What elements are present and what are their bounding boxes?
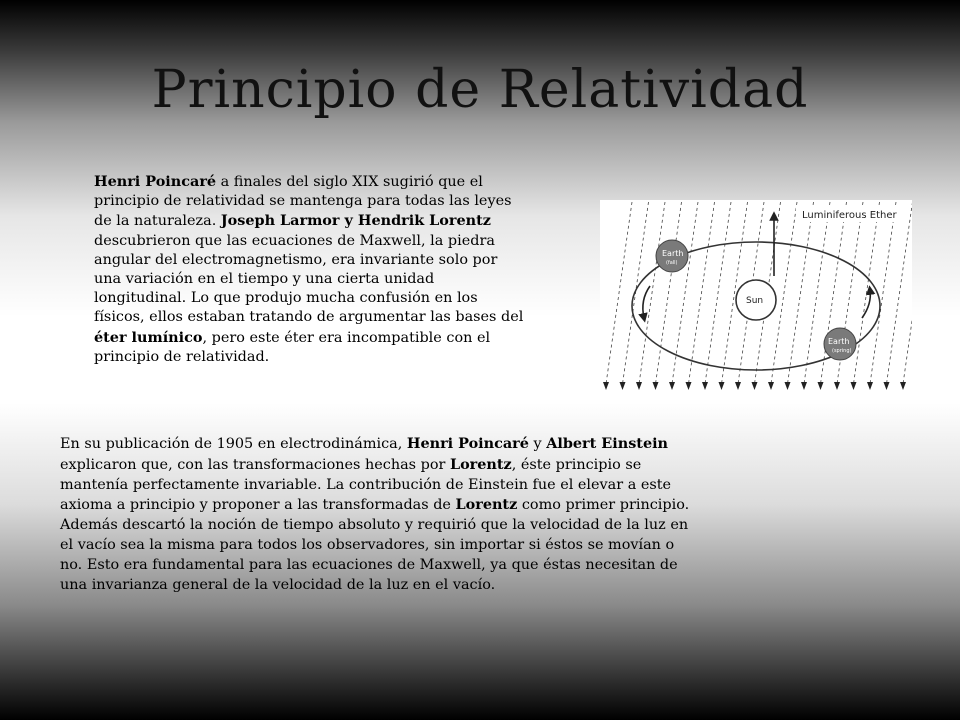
ether-flow-arrowhead (768, 382, 774, 390)
ether-flow-line (870, 202, 896, 384)
ether-flow-line (788, 202, 814, 384)
earth-spring-season: (spring) (832, 348, 852, 354)
ether-label: Luminiferous Ether (802, 210, 897, 221)
orbit-arrow-right (862, 290, 870, 318)
ether-flow-arrowhead (636, 382, 642, 390)
text-run: , éste principio se mantenía perfectamente invariable. La contribución de Einstein fue el elevar a este axioma a principio y proponer a las transformadas de (60, 456, 672, 514)
ether-flow-line (639, 202, 665, 384)
bold-text-run: Lorentz (449, 455, 512, 473)
text-run: En su publicación de 1905 en electrodinámica, (60, 436, 407, 452)
ether-flow-arrowhead (834, 382, 840, 390)
ether-flow-line (656, 202, 682, 384)
ether-flow-arrowhead (735, 382, 741, 390)
ether-flow-arrowhead (669, 382, 675, 390)
ether-flow-arrowhead (686, 382, 692, 390)
ether-diagram-svg (600, 200, 912, 394)
sun-label: Sun (746, 296, 764, 306)
ether-flow-arrowhead (900, 382, 906, 390)
ether-flow-line (672, 202, 698, 384)
ether-flow-arrowhead (801, 382, 807, 390)
ether-flow-line (804, 202, 830, 384)
text-run: como primer principio. Además descartó la noción de tiempo absoluto y requirió que la velocidad de la luz en el vacío sea la misma para todos los observadores, sin importar si éstos se movían o no. Esto era fundamental para las ecuaciones de Maxwell, ya que éstas necesitan de una invarianza general de la velocidad de la luz en el vacío. (60, 497, 690, 593)
ether-flow-arrowhead (719, 382, 725, 390)
paragraph-poincare-larmor (94, 172, 526, 367)
bold-text-run: Albert Einstein (546, 435, 669, 452)
ether-flow-line (854, 202, 880, 384)
earth-spring-label: Earth (828, 337, 850, 346)
earth-fall-season: (fall) (666, 260, 678, 266)
slide-title: Principio de Relatividad (151, 60, 809, 120)
text-run: y (528, 436, 547, 452)
bold-text-run: éter lumínico (94, 328, 203, 346)
luminiferous-ether-diagram (600, 200, 912, 394)
ether-flow-arrowhead (752, 382, 758, 390)
bold-text-run: Henri Poincaré (94, 173, 217, 190)
ether-flow-arrowhead (851, 382, 857, 390)
ether-flow-line (689, 202, 715, 384)
orbit-arrow-left (643, 286, 650, 318)
ether-flow-arrowhead (653, 382, 659, 390)
paragraph-einstein-1905 (60, 434, 700, 595)
text-run: descubrieron que las ecuaciones de Maxwell, la piedra angular del electromagnetismo, era invariante solo por una variación en el tiempo y una cierta unidad longitudinal. Lo que produjo mucha confusión en los físicos, ellos estaban tratando de argumentar las bases del (94, 232, 524, 326)
ether-flow-line (623, 202, 649, 384)
bold-text-run: Henri Poincaré (406, 435, 529, 452)
ether-flow-line (705, 202, 731, 384)
ether-flow-arrowhead (620, 382, 626, 390)
earth-fall-label: Earth (662, 249, 684, 258)
ether-flow-arrowhead (702, 382, 708, 390)
ether-flow-arrowhead (785, 382, 791, 390)
text-run: a finales del siglo XIX sugirió que el principio de relatividad se mantenga para todas las leyes de la naturaleza. (94, 174, 512, 230)
ether-flow-arrowhead (867, 382, 873, 390)
ether-flow-arrowhead (884, 382, 890, 390)
ether-flow-line (903, 202, 912, 384)
ether-flow-arrowhead (818, 382, 824, 390)
ether-flow-line (606, 202, 632, 384)
ether-flow-arrowhead (603, 382, 609, 390)
ether-flow-line (887, 202, 913, 384)
bold-text-run: Lorentz (455, 496, 518, 514)
text-run: explicaron que, con las transformaciones hechas por (60, 456, 450, 473)
bold-text-run: Joseph Larmor y Hendrik Lorentz (220, 212, 491, 230)
text-run: , pero este éter era incompatible con el principio de relatividad. (94, 329, 491, 365)
